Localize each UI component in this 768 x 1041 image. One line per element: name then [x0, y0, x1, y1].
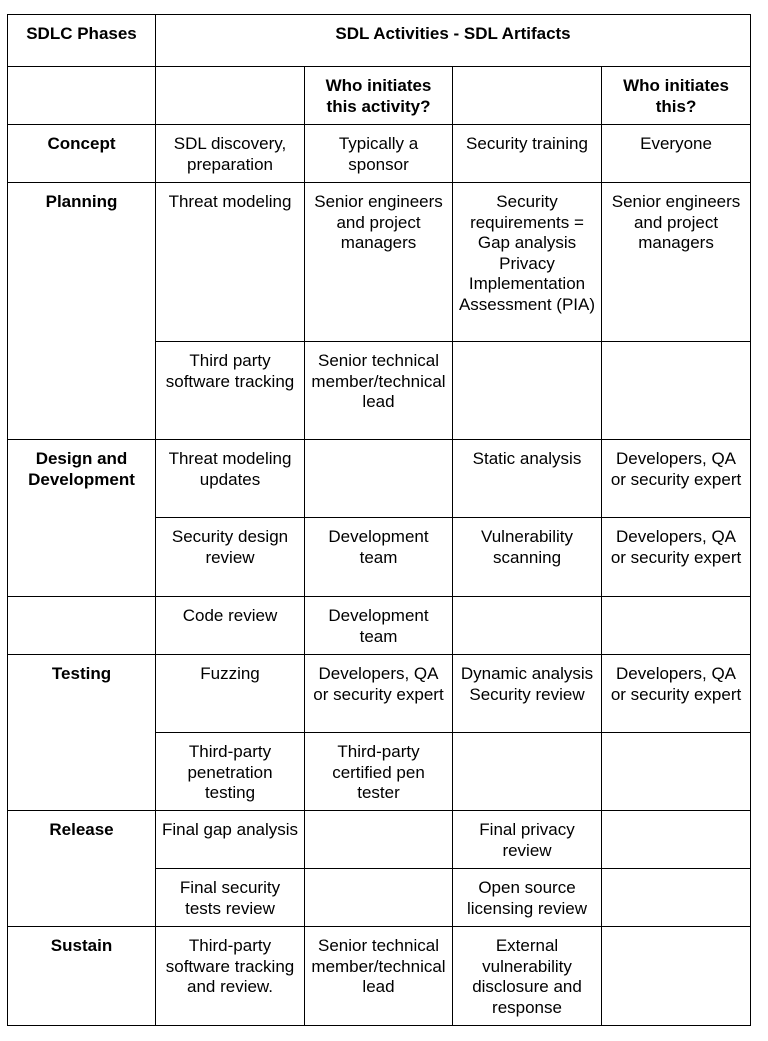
sdl-activities-header-text: SDL Activities - SDL Artifacts [335, 24, 571, 43]
artifact-initiator-cell [602, 125, 751, 183]
activity-initiator-cell [305, 597, 453, 655]
artifact-initiator-cell [602, 869, 751, 927]
table-row [8, 811, 751, 869]
activity-initiator-cell [305, 183, 453, 342]
phase-label: Design and Development [28, 449, 135, 489]
table-row [8, 927, 751, 1026]
sdl-activities-header [156, 15, 751, 67]
activity-text: Third-party penetration testing [187, 742, 273, 802]
activity-initiator-text: Development team [328, 527, 429, 567]
artifact-text: Security requirements = Gap analysis Privacy Implementation Assessment (PIA) [458, 192, 596, 314]
activity-text: Final security tests review [179, 878, 281, 918]
activity-cell [156, 440, 305, 518]
artifact-initiator-text: Senior engineers and project managers [611, 192, 741, 252]
phase-label: Concept [47, 134, 116, 153]
activity-text: Final gap analysis [161, 820, 299, 839]
activity-initiator-cell [305, 869, 453, 927]
phase-label: Testing [51, 664, 112, 683]
subheader-empty-cell [156, 67, 305, 125]
artifact-initiator-text: Developers, QA or security expert [610, 664, 742, 704]
phase-label: Planning [45, 192, 118, 211]
artifact-cell [453, 927, 602, 1026]
activity-initiator-text: Senior engineers and project managers [314, 192, 443, 252]
who-initiates-activity-header [305, 67, 453, 125]
activity-cell [156, 183, 305, 342]
activity-initiator-cell [305, 927, 453, 1026]
activity-initiator-text: Senior technical member/technical lead [311, 351, 446, 411]
artifact-text: Security training [466, 134, 588, 153]
phase-cell [8, 927, 156, 1026]
activity-initiator-cell [305, 811, 453, 869]
artifact-cell [453, 811, 602, 869]
activity-text: Code review [182, 606, 278, 625]
activity-text: Threat modeling updates [168, 449, 292, 489]
phase-cell [8, 597, 156, 655]
phase-label: Release [49, 820, 114, 839]
subheader-empty-cell [453, 67, 602, 125]
activity-cell [156, 342, 305, 440]
artifact-cell [453, 518, 602, 597]
artifact-initiator-cell [602, 811, 751, 869]
phase-cell [8, 440, 156, 597]
artifact-initiator-text: Developers, QA or security expert [610, 449, 742, 489]
activity-initiator-cell [305, 518, 453, 597]
artifact-initiator-cell [602, 597, 751, 655]
activity-initiator-text: Developers, QA or security expert [313, 664, 444, 704]
artifact-initiator-text: Everyone [640, 134, 712, 153]
activity-initiator-text: Development team [328, 606, 429, 646]
artifact-initiator-cell [602, 927, 751, 1026]
artifact-cell [453, 440, 602, 518]
activity-initiator-cell [305, 125, 453, 183]
artifact-initiator-cell [602, 342, 751, 440]
artifact-cell [453, 597, 602, 655]
table-row [8, 183, 751, 342]
artifact-cell [453, 733, 602, 811]
artifact-text: Vulnerability scanning [481, 527, 573, 567]
artifact-cell [453, 655, 602, 733]
activity-cell [156, 927, 305, 1026]
activity-initiator-text: Third-party certified pen tester [332, 742, 425, 802]
artifact-cell [453, 183, 602, 342]
activity-text: Fuzzing [200, 664, 260, 683]
who-initiates-this-header [602, 67, 751, 125]
artifact-cell [453, 869, 602, 927]
activity-text: Third-party software tracking and review. [165, 936, 295, 996]
activity-initiator-text: Senior technical member/technical lead [311, 936, 446, 996]
sdlc-phases-header-text: SDLC Phases [26, 24, 137, 43]
table-row [8, 655, 751, 733]
artifact-initiator-cell [602, 440, 751, 518]
activity-initiator-cell [305, 440, 453, 518]
activity-text: Threat modeling [168, 192, 292, 211]
sdlc-phases-header [8, 15, 156, 67]
phase-cell [8, 655, 156, 811]
phase-cell [8, 125, 156, 183]
artifact-initiator-cell [602, 518, 751, 597]
artifact-text: Final privacy review [479, 820, 575, 860]
phase-label: Sustain [50, 936, 113, 955]
artifact-initiator-text: Developers, QA or security expert [610, 527, 742, 567]
activity-cell [156, 869, 305, 927]
activity-initiator-cell [305, 342, 453, 440]
artifact-initiator-cell [602, 183, 751, 342]
sdl-phases-table [7, 14, 751, 1026]
phase-cell [8, 183, 156, 440]
activity-text: Security design review [171, 527, 289, 567]
activity-initiator-cell [305, 655, 453, 733]
activity-initiator-text: Typically a sponsor [338, 134, 419, 174]
artifact-text: Dynamic analysis Security review [460, 664, 594, 704]
artifact-cell [453, 342, 602, 440]
activity-cell [156, 811, 305, 869]
activity-cell [156, 655, 305, 733]
activity-text: SDL discovery, preparation [173, 134, 287, 174]
artifact-initiator-cell [602, 733, 751, 811]
table-subheader-row [8, 67, 751, 125]
table-row [8, 597, 751, 655]
activity-initiator-cell [305, 733, 453, 811]
who-initiates-activity-text: Who initiates this activity? [325, 76, 432, 116]
artifact-text: External vulnerability disclosure and response [472, 936, 582, 1017]
activity-cell [156, 125, 305, 183]
phase-cell [8, 811, 156, 927]
table-header-row [8, 15, 751, 67]
table-row [8, 125, 751, 183]
activity-text: Third party software tracking [165, 351, 295, 391]
artifact-text: Static analysis [472, 449, 582, 468]
artifact-text: Open source licensing review [467, 878, 587, 918]
artifact-initiator-cell [602, 655, 751, 733]
artifact-cell [453, 125, 602, 183]
subheader-empty-cell [8, 67, 156, 125]
activity-cell [156, 518, 305, 597]
activity-cell [156, 733, 305, 811]
who-initiates-this-text: Who initiates this? [623, 76, 729, 116]
activity-cell [156, 597, 305, 655]
table-row [8, 440, 751, 518]
